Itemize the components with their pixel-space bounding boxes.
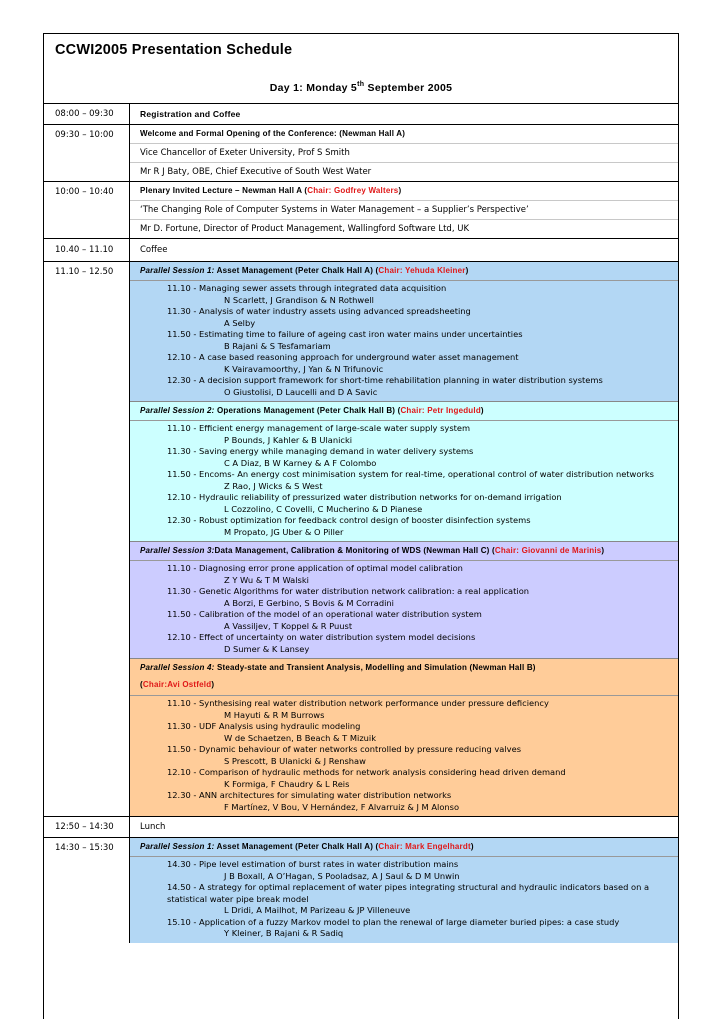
row-time: 09:30 – 10:00 xyxy=(44,125,130,181)
session-close: ) xyxy=(601,546,605,555)
schedule-row-lunch xyxy=(44,817,678,838)
schedule-document xyxy=(43,33,679,1019)
row-time: 11.10 – 12.50 xyxy=(44,262,130,816)
session-topic: Asset Management (Peter Chalk Hall A) ( xyxy=(214,266,379,275)
talk-authors: K Formiga, F Chaudry & L Reis xyxy=(224,778,350,789)
session-heading xyxy=(130,402,678,421)
talk-item xyxy=(167,744,672,767)
talk-list xyxy=(130,281,678,401)
talk-authors: Y Kleiner, B Rajani & R Sadiq xyxy=(224,928,344,938)
row-time: 14:30 – 15:30 xyxy=(44,838,130,943)
session-close: ) xyxy=(465,266,469,275)
talk-authors: M Hayuti & R M Burrows xyxy=(224,709,325,720)
talk-authors: A Borzi, E Gerbino, S Bovis & M Corradini xyxy=(224,597,394,608)
session-chair-line xyxy=(140,674,678,692)
talk-title: 12.10 - Effect of uncertainty on water distribution system model decisions xyxy=(167,632,476,642)
talk-item xyxy=(167,563,672,586)
row-content xyxy=(130,182,678,238)
row-time: 08:00 – 09:30 xyxy=(44,104,130,124)
row-title: Lunch xyxy=(140,822,166,832)
talk-title: 12.30 - Robust optimization for feedback control design of booster disinfection systems xyxy=(167,515,531,525)
schedule-row-registration xyxy=(44,104,678,125)
talk-title: 14.30 - Pipe level estimation of burst rates in water distribution mains xyxy=(167,859,459,869)
session-label: Parallel Session 2: xyxy=(140,406,215,415)
talk-title: 11.30 - Saving energy while managing demand in water delivery systems xyxy=(167,446,474,456)
session-heading xyxy=(130,262,678,281)
talk-item xyxy=(167,375,672,398)
talk-item xyxy=(167,283,672,306)
talk-list xyxy=(130,421,678,541)
talk-authors: Z Y Wu & T M Walski xyxy=(224,574,309,585)
row-title-text: Plenary Invited Lecture – Newman Hall A ( xyxy=(140,186,308,195)
talk-authors: N Scarlett, J Grandison & N Rothwell xyxy=(224,294,374,305)
talk-authors: A Vassiljev, T Koppel & R Puust xyxy=(224,620,353,631)
row-title: Coffee xyxy=(140,245,168,255)
talk-title: 14.50 - A strategy for optimal replacement of water pipes integrating structural and hydraulic indicators based on a statistical water pipe break model xyxy=(167,882,650,904)
talk-title: 11.10 - Efficient energy management of large-scale water supply system xyxy=(167,423,471,433)
session-chair: Chair: Petr Ingeduld xyxy=(400,406,481,415)
talk-title: 11.50 - Calibration of the model of an operational water distribution system xyxy=(167,609,482,619)
talk-item xyxy=(167,767,672,790)
parallel-session-3 xyxy=(130,542,678,659)
session-topic: Asset Management (Peter Chalk Hall A) ( xyxy=(214,842,379,851)
row-time: 10.40 – 11.10 xyxy=(44,239,130,261)
parallel-session-4 xyxy=(130,659,678,816)
talk-authors: S Prescott, B Ulanicki & J Renshaw xyxy=(224,755,366,766)
talk-title: 11.50 - Dynamic behaviour of water networks controlled by pressure reducing valves xyxy=(167,744,522,754)
session-heading xyxy=(130,838,678,857)
row-title: Welcome and Formal Opening of the Conference: (Newman Hall A) xyxy=(140,129,406,138)
row-title xyxy=(130,182,678,200)
talk-title: 12.10 - A case based reasoning approach for underground water asset management xyxy=(167,352,519,362)
session-topic: Data Management, Calibration & Monitoring of WDS (Newman Hall C) ( xyxy=(214,546,495,555)
session-topic: Steady-state and Transient Analysis, Modelling and Simulation (Newman Hall B) xyxy=(214,663,536,672)
row-line: Vice Chancellor of Exeter University, Prof S Smith xyxy=(130,143,678,162)
session-close: ) xyxy=(480,406,484,415)
talk-item xyxy=(167,721,672,744)
talk-title: 12.10 - Hydraulic reliability of pressurized water distribution networks for on-demand irrigation xyxy=(167,492,562,502)
row-content xyxy=(130,262,678,816)
parallel-session-2 xyxy=(130,402,678,542)
schedule-row-opening xyxy=(44,125,678,182)
talk-item xyxy=(167,586,672,609)
session-chair: Chair: Mark Engelhardt xyxy=(378,842,471,851)
talk-title: 11.10 - Synthesising real water distribution network performance under pressure deficiency xyxy=(167,698,549,708)
row-content xyxy=(130,817,678,837)
day-heading xyxy=(44,66,678,104)
talk-authors: W de Schaetzen, B Beach & T Mizuik xyxy=(224,732,377,743)
talk-title: 11.10 - Managing sewer assets through integrated data acquisition xyxy=(167,283,447,293)
talk-item xyxy=(167,882,672,917)
parallel-session-1 xyxy=(130,262,678,402)
talk-item xyxy=(167,423,672,446)
session-chair: Chair: Godfrey Walters xyxy=(307,186,399,195)
row-time: 12:50 – 14:30 xyxy=(44,817,130,837)
talk-list xyxy=(130,561,678,658)
talk-title: 12.30 - ANN architectures for simulating water distribution networks xyxy=(167,790,452,800)
talk-item xyxy=(167,859,672,882)
session-chair: Chair: Giovanni de Marinis xyxy=(494,546,602,555)
session-close: ) xyxy=(470,842,474,851)
session-label: Parallel Session 3: xyxy=(140,546,215,555)
document-title: CCWI2005 Presentation Schedule xyxy=(55,42,293,58)
row-content xyxy=(130,838,678,943)
talk-authors: D Sumer & K Lansey xyxy=(224,643,310,654)
talk-authors: Z Rao, J Wicks & S West xyxy=(224,480,323,491)
session-open: ( xyxy=(140,680,143,689)
talk-title: 11.10 - Diagnosing error prone application of optimal model calibration xyxy=(167,563,463,573)
row-content xyxy=(130,239,678,261)
talk-title: 11.30 - Analysis of water industry assets using advanced spreadsheeting xyxy=(167,306,471,316)
talk-authors: L Dridi, A Mailhot, M Parizeau & JP Villeneuve xyxy=(224,905,411,915)
talk-item xyxy=(167,469,672,492)
talk-item xyxy=(167,352,672,375)
session-heading xyxy=(130,659,678,696)
talk-authors: P Bounds, J Kahler & B Ulanicki xyxy=(224,434,353,445)
row-content xyxy=(130,104,678,124)
talk-title: 11.30 - UDF Analysis using hydraulic modeling xyxy=(167,721,361,731)
talk-title: 12.30 - A decision support framework for short-time rehabilitation planning in water distribution systems xyxy=(167,375,603,385)
lecture-title: ‘The Changing Role of Computer Systems in Water Management – a Supplier’s Perspective’ xyxy=(130,200,678,219)
talk-title: 11.50 - Estimating time to failure of ageing cast iron water mains under uncertainties xyxy=(167,329,523,339)
talk-authors: L Cozzolino, C Covelli, C Mucherino & D Pianese xyxy=(224,503,423,514)
talk-title: 12.10 - Comparison of hydraulic methods for network analysis considering head driven demand xyxy=(167,767,566,777)
talk-authors: M Propato, JG Uber & O Piller xyxy=(224,526,344,537)
talk-title: 15.10 - Application of a fuzzy Markov model to plan the renewal of large diameter buried pipes: a case study xyxy=(167,916,620,927)
talk-item xyxy=(167,329,672,352)
session-chair: Chair: Yehuda Kleiner xyxy=(378,266,466,275)
row-content xyxy=(130,125,678,181)
parallel-session-1-afternoon xyxy=(130,838,678,943)
schedule-row-parallel-morning xyxy=(44,262,678,817)
session-label: Parallel Session 1: xyxy=(140,842,215,851)
talk-item xyxy=(167,446,672,469)
talk-authors: C A Diaz, B W Karney & A F Colombo xyxy=(224,457,377,468)
day-heading-prefix: Day 1: Monday 5 xyxy=(269,82,358,94)
talk-item xyxy=(167,306,672,329)
talk-list xyxy=(130,696,678,816)
lecture-speaker: Mr D. Fortune, Director of Product Management, Wallingford Software Ltd, UK xyxy=(130,219,678,238)
row-title: Registration and Coffee xyxy=(140,109,241,119)
row-title-close: ) xyxy=(398,186,402,195)
schedule-row-parallel-afternoon xyxy=(44,838,678,943)
talk-authors: K Vairavamoorthy, J Yan & N Trifunovic xyxy=(224,363,384,374)
talk-authors: J B Boxall, A O’Hagan, S Pooladsaz, A J Saul & D M Unwin xyxy=(224,870,460,881)
talk-item xyxy=(167,632,672,655)
session-topic: Operations Management (Peter Chalk Hall B) ( xyxy=(214,406,401,415)
schedule-row-coffee xyxy=(44,239,678,262)
schedule-row-plenary xyxy=(44,182,678,239)
session-close: ) xyxy=(211,680,215,689)
day-heading-suffix: September 2005 xyxy=(364,82,453,94)
talk-authors: B Rajani & S Tesfamariam xyxy=(224,340,331,351)
session-heading xyxy=(130,542,678,561)
talk-title: 11.30 - Genetic Algorithms for water distribution network calibration: a real application xyxy=(167,586,530,596)
talk-item xyxy=(167,790,672,813)
row-time: 10:00 – 10:40 xyxy=(44,182,130,238)
talk-authors: O Giustolisi, D Laucelli and D A Savic xyxy=(224,386,378,397)
session-chair: Chair:Avi Ostfeld xyxy=(142,680,212,689)
row-line: Mr R J Baty, OBE, Chief Executive of South West Water xyxy=(130,162,678,181)
talk-list xyxy=(130,857,678,943)
talk-item xyxy=(167,515,672,538)
talk-title: 11.50 - Encoms- An energy cost minimisation system for real-time, operational control of water distribution networks xyxy=(167,469,654,479)
talk-item xyxy=(167,609,672,632)
session-label: Parallel Session 4: xyxy=(140,663,215,672)
day-heading-superscript: th xyxy=(357,81,365,88)
talk-item xyxy=(167,917,672,940)
talk-authors: F Martínez, V Bou, V Hernández, F Alvarruiz & J M Alonso xyxy=(224,801,460,812)
talk-item xyxy=(167,492,672,515)
talk-item xyxy=(167,698,672,721)
talk-authors: A Selby xyxy=(224,317,256,328)
session-label: Parallel Session 1: xyxy=(140,266,215,275)
